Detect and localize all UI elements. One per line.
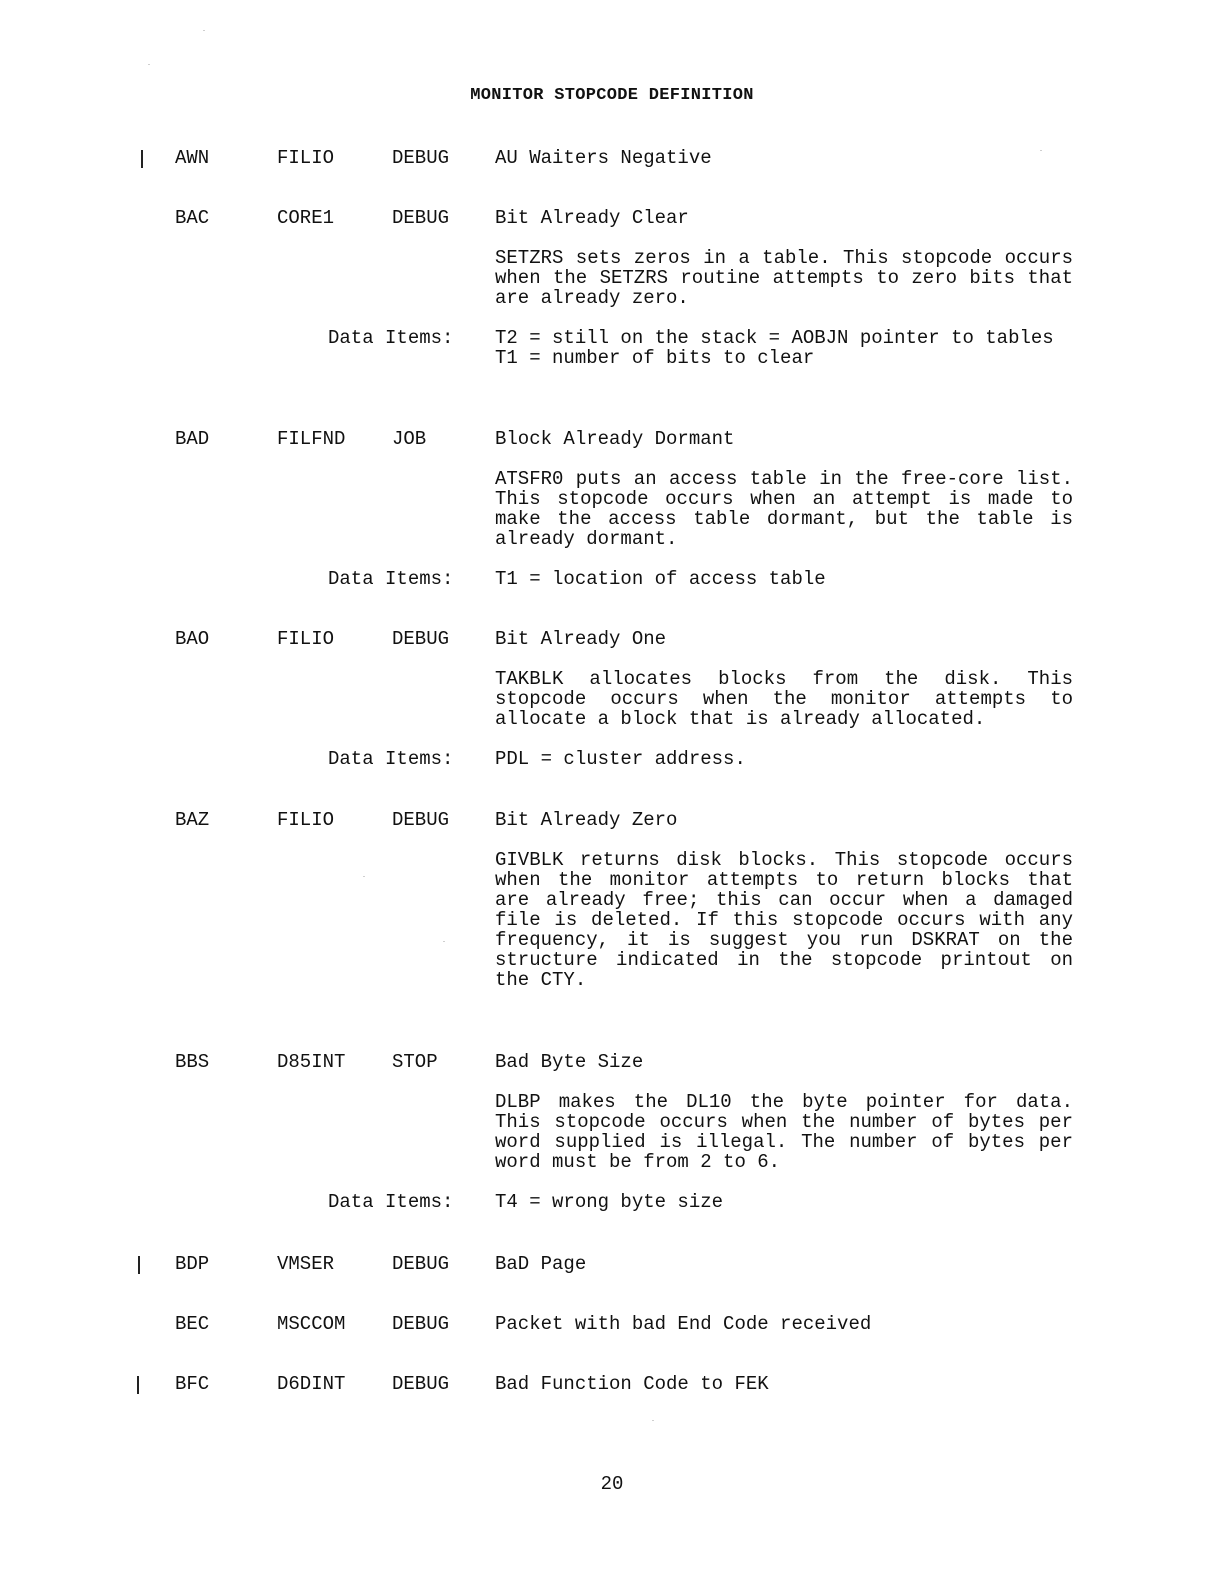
data-items-label: Data Items: xyxy=(328,1191,454,1213)
module-name: VMSER xyxy=(277,1253,335,1275)
data-items-label: Data Items: xyxy=(328,568,454,590)
stopcode-type: JOB xyxy=(392,428,427,450)
stopcode-title: Bit Already Zero xyxy=(495,809,678,831)
stopcode-title: Bad Function Code to FEK xyxy=(495,1373,769,1395)
module-name: CORE1 xyxy=(277,207,335,229)
stopcode-entry-bdp xyxy=(0,1253,1224,1277)
stopcode-title: Block Already Dormant xyxy=(495,428,735,450)
stopcode-type: STOP xyxy=(392,1051,438,1073)
stopcode-entry-bec xyxy=(0,1313,1224,1337)
stopcode-title: Bit Already One xyxy=(495,628,667,650)
change-bar xyxy=(141,150,143,168)
stopcode-name: BAO xyxy=(175,628,210,650)
stopcode-entry-bac xyxy=(0,207,1224,231)
data-item-line: T1 = number of bits to clear xyxy=(495,347,815,369)
stopcode-entry-bbs xyxy=(0,1051,1224,1075)
stopcode-type: DEBUG xyxy=(392,1373,450,1395)
module-name: FILIO xyxy=(277,809,335,831)
stopcode-type: DEBUG xyxy=(392,207,450,229)
stopcode-name: BAD xyxy=(175,428,210,450)
stopcode-type: DEBUG xyxy=(392,1253,450,1275)
stopcode-type: DEBUG xyxy=(392,147,450,169)
stopcode-description: GIVBLK returns disk blocks. This stopcode occurs when the monitor attempts to return blocks that are already free; this can occur when a damaged file is deleted. If this stopcode occurs with any frequency, it is suggest you run DSKRAT on the structure indicated in the stopcode printout on the CTY. xyxy=(495,849,1073,991)
stopcode-description: DLBP makes the DL10 the byte pointer for data. This stopcode occurs when the number of bytes per word supplied is illegal. The number of bytes per word must be from 2 to 6. xyxy=(495,1091,1073,1173)
module-name: MSCCOM xyxy=(277,1313,346,1335)
change-bar xyxy=(137,1376,139,1394)
stopcode-title: AU Waiters Negative xyxy=(495,147,712,169)
scan-speck xyxy=(148,64,150,65)
data-items-label: Data Items: xyxy=(328,748,454,770)
stopcode-type: DEBUG xyxy=(392,809,450,831)
stopcode-entry-baz xyxy=(0,809,1224,833)
scan-speck xyxy=(652,1420,654,1421)
module-name: FILIO xyxy=(277,628,335,650)
stopcode-type: DEBUG xyxy=(392,628,450,650)
stopcode-name: AWN xyxy=(175,147,210,169)
change-bar xyxy=(138,1256,140,1274)
module-name: D85INT xyxy=(277,1051,346,1073)
module-name: FILFND xyxy=(277,428,346,450)
stopcode-entry-bad xyxy=(0,428,1224,452)
stopcode-title: Packet with bad End Code received xyxy=(495,1313,872,1335)
stopcode-name: BEC xyxy=(175,1313,210,1335)
page-number: 20 xyxy=(600,1473,624,1495)
data-items-text xyxy=(495,328,1073,368)
stopcode-type: DEBUG xyxy=(392,1313,450,1335)
stopcode-name: BFC xyxy=(175,1373,210,1395)
stopcode-title: Bad Byte Size xyxy=(495,1051,644,1073)
page-title: MONITOR STOPCODE DEFINITION xyxy=(470,86,754,105)
data-items-text xyxy=(495,749,1073,769)
scan-speck xyxy=(443,941,445,942)
stopcode-description: SETZRS sets zeros in a table. This stopcode occurs when the SETZRS routine attempts to zero bits that are already zero. xyxy=(495,247,1073,309)
module-name: FILIO xyxy=(277,147,335,169)
stopcode-description: TAKBLK allocates blocks from the disk. This stopcode occurs when the monitor attempts to allocate a block that is already allocated. xyxy=(495,668,1073,730)
scan-speck xyxy=(1040,150,1042,151)
stopcode-name: BBS xyxy=(175,1051,210,1073)
stopcode-name: BAC xyxy=(175,207,210,229)
data-item-line: T4 = wrong byte size xyxy=(495,1191,724,1213)
scan-speck xyxy=(203,30,205,31)
stopcode-entry-bao xyxy=(0,628,1224,652)
data-item-line: PDL = cluster address. xyxy=(495,748,746,770)
data-item-line: T1 = location of access table xyxy=(495,568,826,590)
data-items-text xyxy=(495,569,1073,589)
stopcode-title: Bit Already Clear xyxy=(495,207,689,229)
stopcode-name: BDP xyxy=(175,1253,210,1275)
stopcode-title: BaD Page xyxy=(495,1253,587,1275)
stopcode-entry-bfc xyxy=(0,1373,1224,1397)
stopcode-description: ATSFR0 puts an access table in the free-core list. This stopcode occurs when an attempt is made to make the access table dormant, but the table is already dormant. xyxy=(495,468,1073,550)
scan-speck xyxy=(363,876,365,877)
module-name: D6DINT xyxy=(277,1373,346,1395)
data-items-text xyxy=(495,1192,1073,1212)
data-items-label: Data Items: xyxy=(328,327,454,349)
stopcode-name: BAZ xyxy=(175,809,210,831)
data-item-line: T2 = still on the stack = AOBJN pointer to tables xyxy=(495,327,1054,349)
